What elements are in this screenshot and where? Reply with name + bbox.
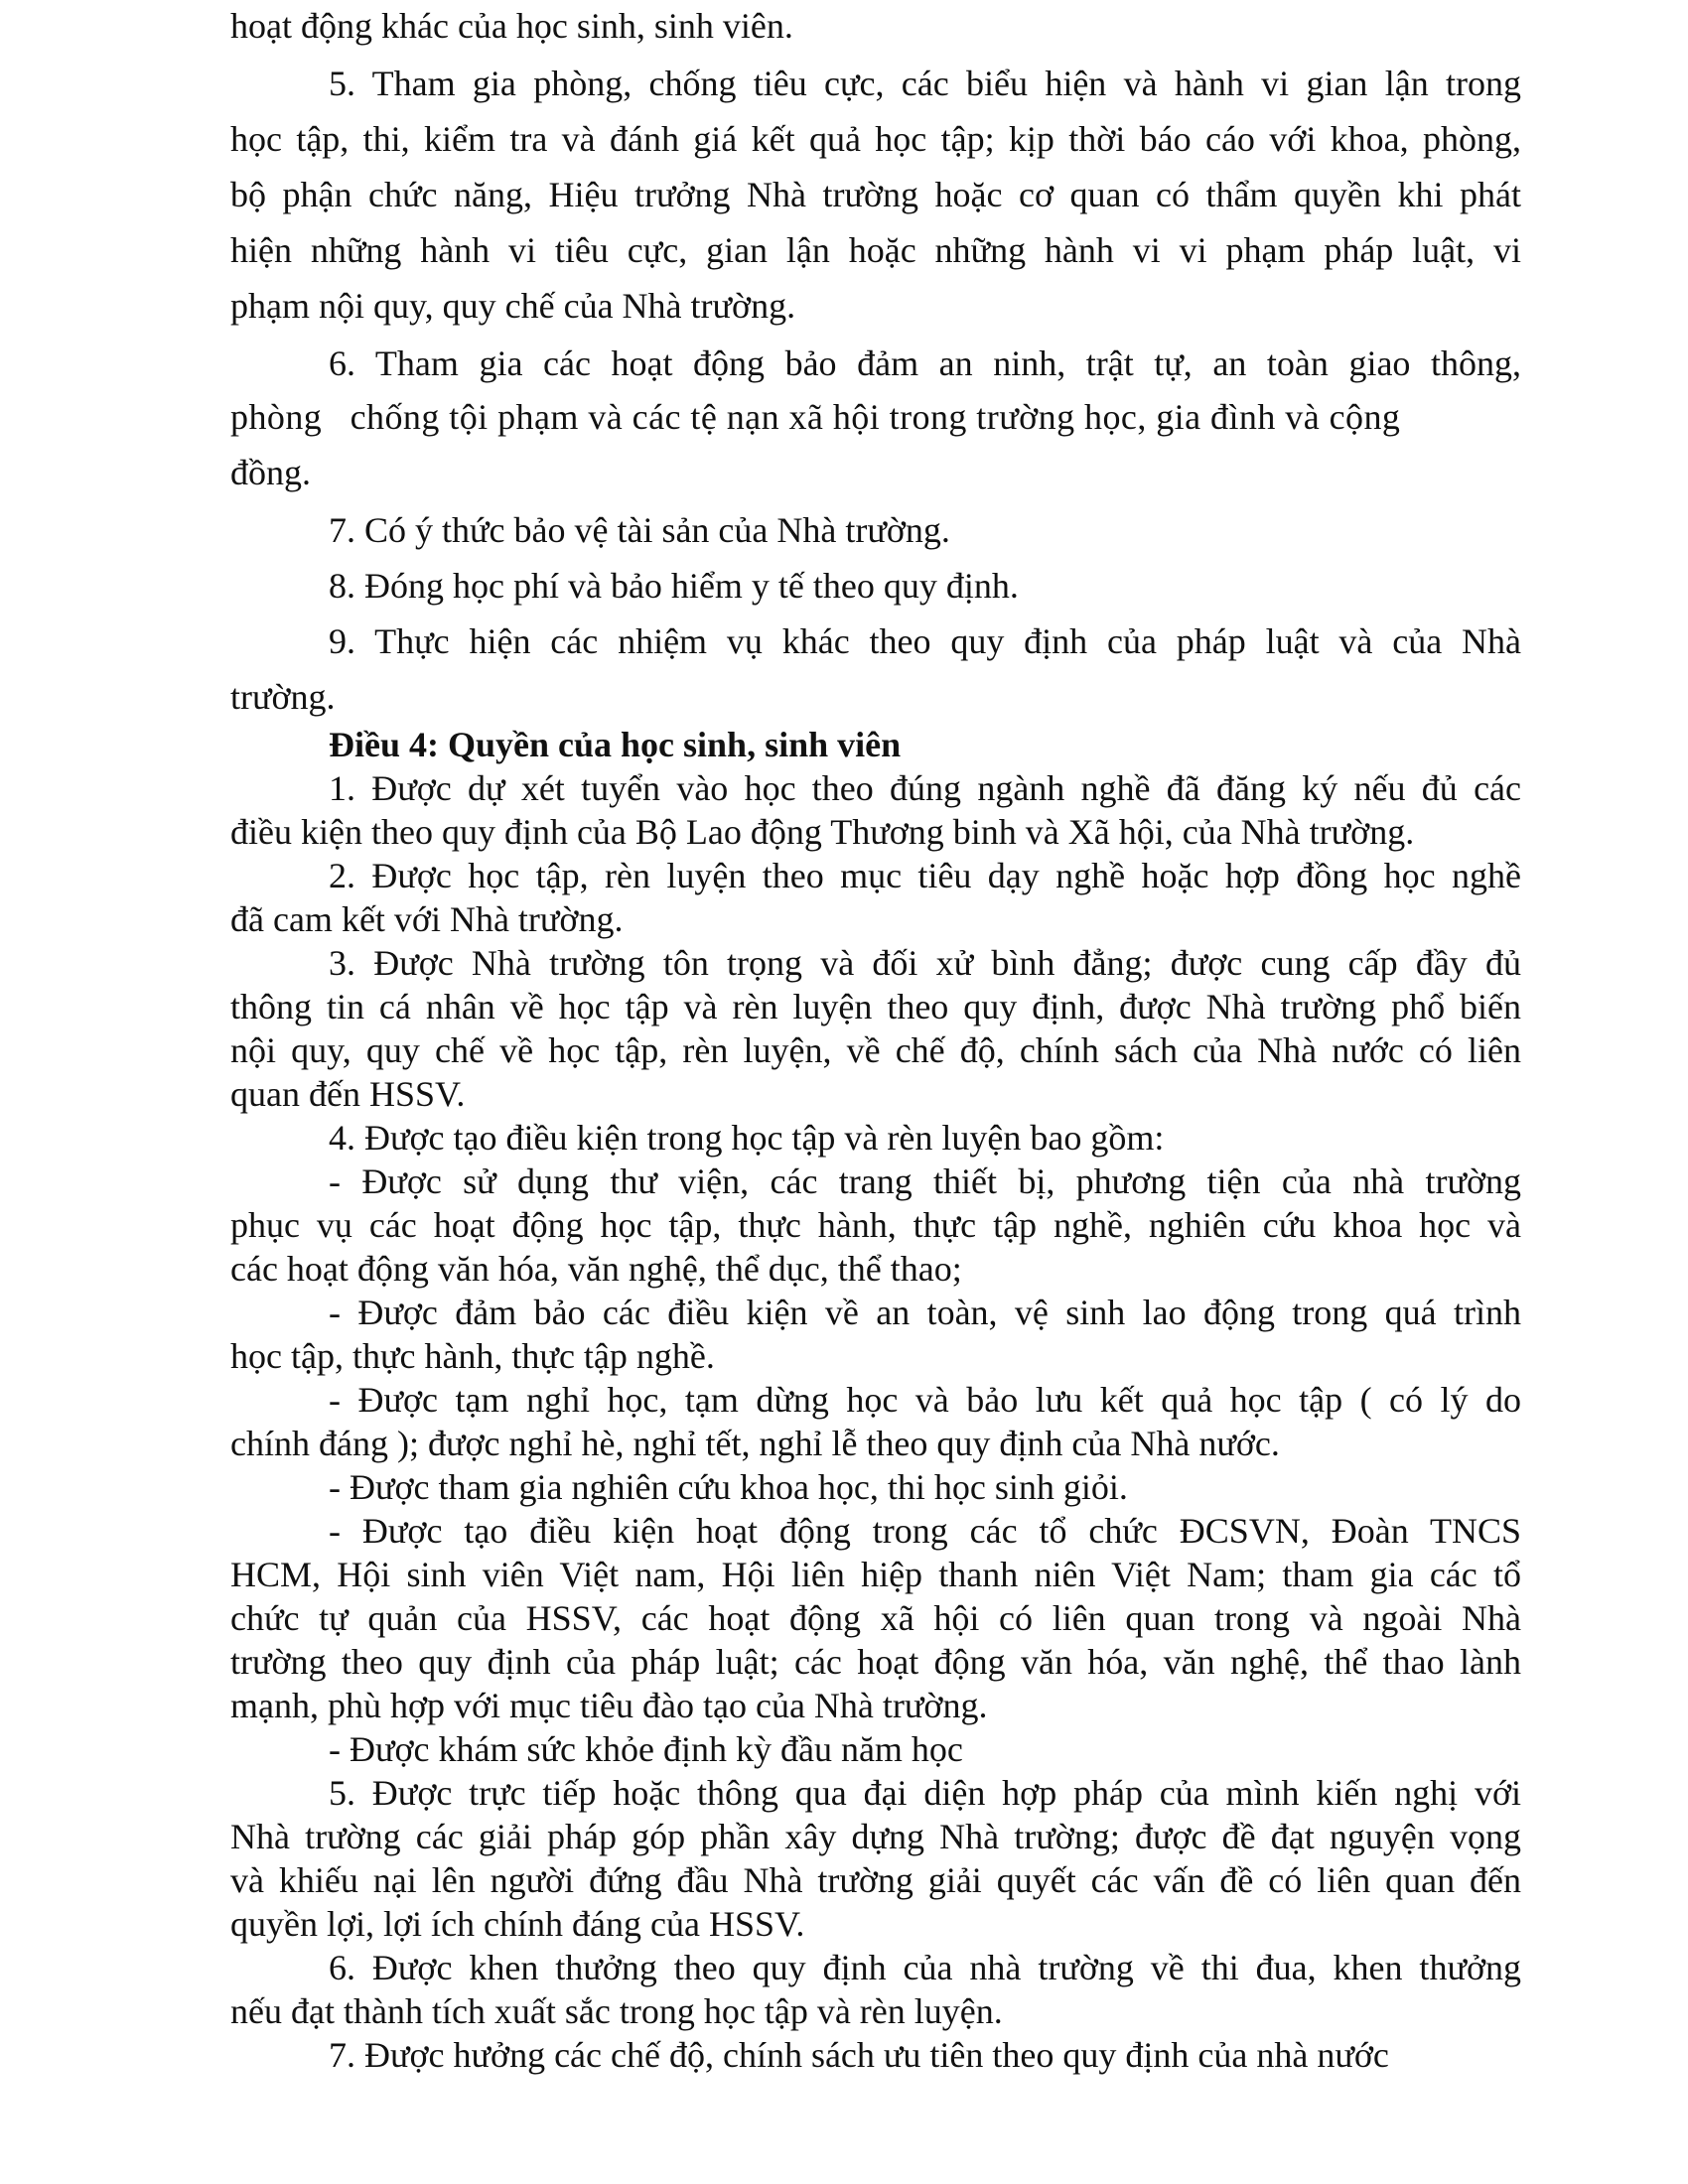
text-line: chức tự quản của HSSV, các hoạt động xã hội có liên quan trong và ngoài Nhà — [230, 1598, 1521, 1638]
list-item-7: 7. Có ý thức bảo vệ tài sản của Nhà trường. — [329, 510, 950, 550]
list-item-6: 6. Được khen thưởng theo quy định của nhà trường về thi đua, khen thưởng — [329, 1948, 1521, 1987]
text-line: phạm nội quy, quy chế của Nhà trường. — [230, 286, 796, 326]
text-line: bộ phận chức năng, Hiệu trưởng Nhà trường hoặc cơ quan có thẩm quyền khi phát — [230, 175, 1521, 214]
text-line: trường. — [230, 677, 336, 717]
text-line: điều kiện theo quy định của Bộ Lao động Thương binh và Xã hội, của Nhà trường. — [230, 812, 1415, 852]
list-item-5: 5. Được trực tiếp hoặc thông qua đại diện hợp pháp của mình kiến nghị với — [329, 1773, 1521, 1813]
text-line: quyền lợi, lợi ích chính đáng của HSSV. — [230, 1904, 805, 1944]
list-item-1: 1. Được dự xét tuyển vào học theo đúng ngành nghề đã đăng ký nếu đủ các — [329, 768, 1521, 808]
bullet-item: - Được sử dụng thư viện, các trang thiết bị, phương tiện của nhà trường — [329, 1161, 1521, 1201]
text-line: nếu đạt thành tích xuất sắc trong học tập và rèn luyện. — [230, 1991, 1003, 2031]
list-item-8: 8. Đóng học phí và bảo hiểm y tế theo quy định. — [329, 566, 1019, 606]
bullet-item: - Được khám sức khỏe định kỳ đầu năm học — [329, 1729, 963, 1769]
text-line: phục vụ các hoạt động học tập, thực hành, thực tập nghề, nghiên cứu khoa học và — [230, 1205, 1521, 1245]
list-item-2: 2. Được học tập, rèn luyện theo mục tiêu dạy nghề hoặc hợp đồng học nghề — [329, 856, 1521, 895]
text-line: và khiếu nại lên người đứng đầu Nhà trường giải quyết các vấn đề có liên quan đến — [230, 1860, 1521, 1900]
bullet-item: - Được tham gia nghiên cứu khoa học, thi học sinh giỏi. — [329, 1467, 1128, 1507]
text-line: đồng. — [230, 453, 311, 492]
text-line: chính đáng ); được nghỉ hè, nghỉ tết, nghỉ lễ theo quy định của Nhà nước. — [230, 1424, 1280, 1463]
list-item-7: 7. Được hưởng các chế độ, chính sách ưu tiên theo quy định của nhà nước — [329, 2035, 1389, 2075]
list-item-5: 5. Tham gia phòng, chống tiêu cực, các biểu hiện và hành vi gian lận trong — [329, 64, 1521, 103]
text-line: hiện những hành vi tiêu cực, gian lận hoặc những hành vi vi phạm pháp luật, vi — [230, 230, 1521, 270]
text-line: đã cam kết với Nhà trường. — [230, 899, 624, 939]
text-line: HCM, Hội sinh viên Việt nam, Hội liên hiệp thanh niên Việt Nam; tham gia các tổ — [230, 1555, 1521, 1594]
text-line: nội quy, quy chế về học tập, rèn luyện, về chế độ, chính sách của Nhà nước có liên — [230, 1030, 1521, 1070]
text-line: trường theo quy định của pháp luật; các hoạt động văn hóa, văn nghệ, thể thao lành — [230, 1642, 1521, 1682]
text-line: học tập, thi, kiểm tra và đánh giá kết quả học tập; kịp thời báo cáo với khoa, phòng, — [230, 119, 1521, 159]
list-item-4: 4. Được tạo điều kiện trong học tập và rèn luyện bao gồm: — [329, 1118, 1165, 1158]
list-item-9: 9. Thực hiện các nhiệm vụ khác theo quy định của pháp luật và của Nhà — [329, 621, 1521, 661]
list-item-6: 6. Tham gia các hoạt động bảo đảm an ninh, trật tự, an toàn giao thông, — [329, 343, 1521, 383]
bullet-item: - Được đảm bảo các điều kiện về an toàn, vệ sinh lao động trong quá trình — [329, 1293, 1521, 1332]
text-line: mạnh, phù hợp với mục tiêu đào tạo của Nhà trường. — [230, 1686, 988, 1725]
article-heading: Điều 4: Quyền của học sinh, sinh viên — [329, 725, 902, 764]
text-line: hoạt động khác của học sinh, sinh viên. — [230, 6, 793, 46]
text-line: quan đến HSSV. — [230, 1074, 466, 1114]
text-line: Nhà trường các giải pháp góp phần xây dựng Nhà trường; được đề đạt nguyện vọng — [230, 1817, 1521, 1856]
list-item-3: 3. Được Nhà trường tôn trọng và đối xử bình đẳng; được cung cấp đầy đủ — [329, 943, 1521, 983]
bullet-item: - Được tạo điều kiện hoạt động trong các tổ chức ĐCSVN, Đoàn TNCS — [329, 1511, 1521, 1551]
text-line: học tập, thực hành, thực tập nghề. — [230, 1336, 715, 1376]
text-line: phòng chống tội phạm và các tệ nạn xã hội trong trường học, gia đình và cộng — [230, 397, 1401, 437]
bullet-item: - Được tạm nghỉ học, tạm dừng học và bảo lưu kết quả học tập ( có lý do — [329, 1380, 1521, 1420]
text-line: thông tin cá nhân về học tập và rèn luyện theo quy định, được Nhà trường phổ biến — [230, 987, 1521, 1026]
text-line: các hoạt động văn hóa, văn nghệ, thể dục, thể thao; — [230, 1249, 962, 1289]
